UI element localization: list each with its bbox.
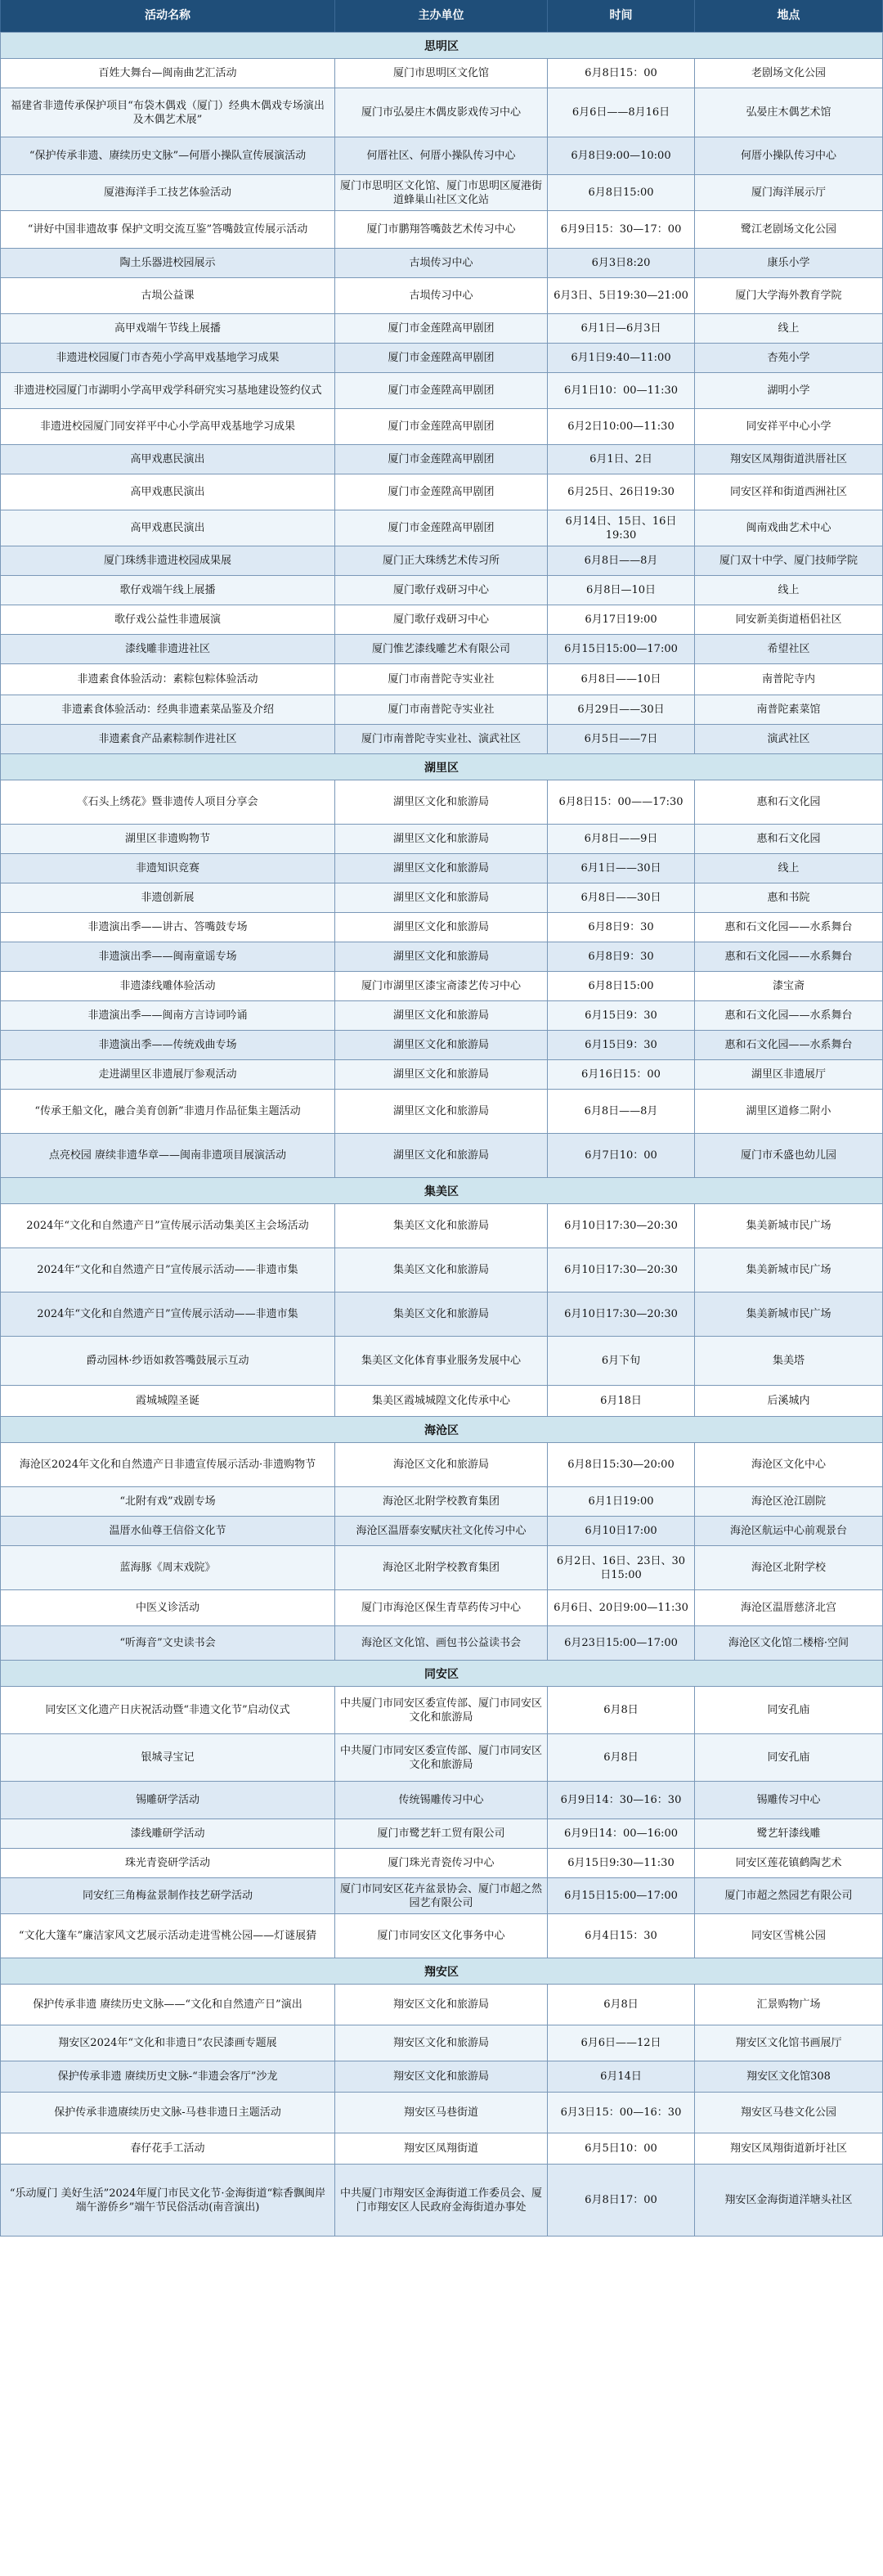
cell-activity: “文化大篷车”廉洁家风文艺展示活动走进雪桃公园——灯谜展猜 xyxy=(0,1914,335,1958)
cell-time: 6月10日17:30—20:30 xyxy=(548,1204,695,1248)
cell-time: 6月5日10：00 xyxy=(548,2133,695,2164)
cell-venue: 何厝小操队传习中心 xyxy=(695,137,883,174)
cell-venue: 湖里区非遗展厅 xyxy=(695,1060,883,1089)
cell-activity: 歌仔戏端午线上展播 xyxy=(0,576,335,605)
table-row xyxy=(0,59,883,88)
cell-activity: 高甲戏惠民演出 xyxy=(0,445,335,474)
cell-organizer: 集美区文化和旅游局 xyxy=(335,1292,548,1336)
cell-venue: 线上 xyxy=(695,314,883,343)
table-row xyxy=(0,780,883,825)
cell-activity: 2024年“文化和自然遗产日”宣传展示活动——非遗市集 xyxy=(0,1292,335,1336)
table-row xyxy=(0,1060,883,1090)
table-row xyxy=(0,1849,883,1878)
section-header: 海沧区 xyxy=(0,1417,883,1443)
cell-activity: 非遗素食体验活动：素粽包粽体验活动 xyxy=(0,664,335,695)
table-row xyxy=(0,1985,883,2025)
cell-venue: 集美塔 xyxy=(695,1337,883,1385)
cell-venue: 锡雕传习中心 xyxy=(695,1782,883,1818)
table-row xyxy=(0,1337,883,1386)
cell-time: 6月4日15：30 xyxy=(548,1914,695,1958)
cell-activity: 歌仔戏公益性非遗展演 xyxy=(0,605,335,634)
cell-organizer: 厦门市同安区花卉盆景协会、厦门市超之然园艺有限公司 xyxy=(335,1878,548,1913)
cell-time: 6月8日9：30 xyxy=(548,942,695,971)
table-row xyxy=(0,664,883,695)
cell-venue: 翔安区文化馆书画展厅 xyxy=(695,2025,883,2061)
header-activity: 活动名称 xyxy=(0,0,335,32)
cell-organizer: 湖里区文化和旅游局 xyxy=(335,1001,548,1030)
table-row xyxy=(0,1590,883,1626)
cell-venue: 海沧区温厝慈济北宫 xyxy=(695,1590,883,1625)
cell-venue: 鹭艺轩漆线雕 xyxy=(695,1819,883,1848)
cell-organizer: 湖里区文化和旅游局 xyxy=(335,854,548,883)
table-row xyxy=(0,1386,883,1417)
cell-time: 6月6日——12日 xyxy=(548,2025,695,2061)
table-row xyxy=(0,445,883,474)
cell-activity: 非遗进校园厦门同安祥平中心小学高甲戏基地学习成果 xyxy=(0,409,335,444)
cell-activity: 厦港海洋手工技艺体验活动 xyxy=(0,175,335,210)
table-row xyxy=(0,175,883,211)
cell-time: 6月3日8:20 xyxy=(548,249,695,277)
table-row xyxy=(0,249,883,278)
cell-time: 6月15日9：30 xyxy=(548,1031,695,1059)
cell-time: 6月10日17:00 xyxy=(548,1517,695,1545)
cell-venue: 后溪城内 xyxy=(695,1386,883,1416)
cell-organizer: 湖里区文化和旅游局 xyxy=(335,1090,548,1133)
table-row xyxy=(0,913,883,942)
cell-activity: 非遗漆线雕体验活动 xyxy=(0,972,335,1000)
table-row xyxy=(0,635,883,664)
table-header xyxy=(0,0,883,33)
cell-organizer: 厦门市鹏翔答嘴鼓艺术传习中心 xyxy=(335,211,548,248)
table-row xyxy=(0,1487,883,1517)
cell-time: 6月8日 xyxy=(548,1985,695,2025)
cell-venue: 湖里区道修二附小 xyxy=(695,1090,883,1133)
cell-time: 6月8日——9日 xyxy=(548,825,695,853)
table-row xyxy=(0,883,883,913)
cell-time: 6月8日15：00 xyxy=(548,59,695,88)
cell-activity: 非遗演出季——闽南童谣专场 xyxy=(0,942,335,971)
cell-organizer: 厦门惟艺漆线雕艺术有限公司 xyxy=(335,635,548,663)
table-row xyxy=(0,1001,883,1031)
cell-organizer: 何厝社区、何厝小操队传习中心 xyxy=(335,137,548,174)
cell-time: 6月6日——8月16日 xyxy=(548,88,695,137)
table-row xyxy=(0,373,883,409)
cell-organizer: 湖里区文化和旅游局 xyxy=(335,1031,548,1059)
cell-venue: 同安新美街道梧侣社区 xyxy=(695,605,883,634)
cell-time: 6月8日 xyxy=(548,1687,695,1733)
table-row xyxy=(0,1546,883,1590)
cell-venue: 同安孔庙 xyxy=(695,1687,883,1733)
cell-time: 6月8日——8月 xyxy=(548,1090,695,1133)
table-row xyxy=(0,344,883,373)
cell-organizer: 翔安区文化和旅游局 xyxy=(335,1985,548,2025)
cell-venue: 海沧区文化馆二楼榕·空间 xyxy=(695,1626,883,1660)
cell-activity: 湖里区非遗购物节 xyxy=(0,825,335,853)
table-row xyxy=(0,1782,883,1819)
cell-venue: 海沧区沧江剧院 xyxy=(695,1487,883,1516)
cell-time: 6月29日——30日 xyxy=(548,695,695,724)
table-row xyxy=(0,1204,883,1248)
cell-organizer: 厦门市金莲陞高甲剧团 xyxy=(335,474,548,510)
section-header: 翔安区 xyxy=(0,1958,883,1985)
cell-time: 6月8日 xyxy=(548,1734,695,1781)
cell-time: 6月9日14：00—16:00 xyxy=(548,1819,695,1848)
cell-venue: 惠和石文化园 xyxy=(695,780,883,824)
section-header: 思明区 xyxy=(0,33,883,59)
cell-time: 6月1日10：00—11:30 xyxy=(548,373,695,408)
cell-activity: 春仔花手工活动 xyxy=(0,2133,335,2164)
cell-time: 6月8日9：30 xyxy=(548,913,695,942)
table-row xyxy=(0,1914,883,1958)
section-header: 集美区 xyxy=(0,1178,883,1204)
table-row xyxy=(0,314,883,344)
table-row xyxy=(0,211,883,249)
cell-activity: 银城寻宝记 xyxy=(0,1734,335,1781)
cell-activity: 非遗素食产品素粽制作进社区 xyxy=(0,725,335,753)
cell-venue: 闽南戏曲艺术中心 xyxy=(695,510,883,546)
table-row xyxy=(0,854,883,883)
table-row xyxy=(0,2061,883,2093)
cell-time: 6月8日15:00 xyxy=(548,175,695,210)
cell-activity: 锡雕研学活动 xyxy=(0,1782,335,1818)
cell-organizer: 厦门市弘晏庄木偶皮影戏传习中心 xyxy=(335,88,548,137)
cell-organizer: 厦门歌仔戏研习中心 xyxy=(335,576,548,605)
cell-venue: 厦门大学海外教育学院 xyxy=(695,278,883,313)
table-row xyxy=(0,725,883,754)
cell-time: 6月9日15：30—17：00 xyxy=(548,211,695,248)
cell-time: 6月1日19:00 xyxy=(548,1487,695,1516)
cell-time: 6月1日9:40—11:00 xyxy=(548,344,695,372)
cell-organizer: 厦门珠光青瓷传习中心 xyxy=(335,1849,548,1877)
cell-activity: 2024年“文化和自然遗产日”宣传展示活动集美区主会场活动 xyxy=(0,1204,335,1248)
table-row xyxy=(0,1443,883,1487)
cell-activity: 同安红三角梅盆景制作技艺研学活动 xyxy=(0,1878,335,1913)
cell-activity: 漆线雕非遗进社区 xyxy=(0,635,335,663)
table-row xyxy=(0,2093,883,2133)
cell-organizer: 厦门市南普陀寺实业社 xyxy=(335,695,548,724)
cell-venue: 线上 xyxy=(695,854,883,883)
cell-organizer: 厦门市金莲陞高甲剧团 xyxy=(335,373,548,408)
table-row xyxy=(0,2025,883,2061)
cell-time: 6月16日15：00 xyxy=(548,1060,695,1089)
table-row xyxy=(0,972,883,1001)
cell-venue: 翔安区金海街道洋塘头社区 xyxy=(695,2165,883,2236)
table-row xyxy=(0,576,883,605)
cell-time: 6月25日、26日19:30 xyxy=(548,474,695,510)
cell-organizer: 海沧区文化馆、画包书公益读书会 xyxy=(335,1626,548,1660)
table-row xyxy=(0,278,883,314)
cell-organizer: 厦门市金莲陞高甲剧团 xyxy=(335,510,548,546)
cell-time: 6月6日、20日9:00—11:30 xyxy=(548,1590,695,1625)
cell-activity: 高甲戏惠民演出 xyxy=(0,510,335,546)
cell-venue: 惠和书院 xyxy=(695,883,883,912)
cell-venue: 同安孔庙 xyxy=(695,1734,883,1781)
cell-venue: 希望社区 xyxy=(695,635,883,663)
cell-activity: 珠光青瓷研学活动 xyxy=(0,1849,335,1877)
cell-time: 6月1日——30日 xyxy=(548,854,695,883)
cell-activity: 保护传承非遗 赓续历史文脉-“非遗会客厅”沙龙 xyxy=(0,2061,335,2092)
cell-activity: 非遗进校园厦门市杏苑小学高甲戏基地学习成果 xyxy=(0,344,335,372)
table-row xyxy=(0,409,883,445)
cell-venue: 漆宝斋 xyxy=(695,972,883,1000)
table-row xyxy=(0,1248,883,1292)
cell-organizer: 厦门市思明区文化馆 xyxy=(335,59,548,88)
cell-organizer: 翔安区文化和旅游局 xyxy=(335,2061,548,2092)
cell-activity: 走进湖里区非遗展厅参观活动 xyxy=(0,1060,335,1089)
cell-activity: 非遗进校园厦门市湖明小学高甲戏学科研究实习基地建设签约仪式 xyxy=(0,373,335,408)
cell-venue: 翔安区凤翔街道洪厝社区 xyxy=(695,445,883,474)
cell-organizer: 厦门市海沧区保生青草药传习中心 xyxy=(335,1590,548,1625)
cell-venue: 南普陀寺内 xyxy=(695,664,883,695)
cell-organizer: 翔安区文化和旅游局 xyxy=(335,2025,548,2061)
table-row xyxy=(0,2165,883,2237)
cell-time: 6月14日、15日、16日19:30 xyxy=(548,510,695,546)
table-row xyxy=(0,474,883,510)
table-row xyxy=(0,1090,883,1134)
cell-time: 6月15日9：30 xyxy=(548,1001,695,1030)
cell-activity: 非遗创新展 xyxy=(0,883,335,912)
cell-activity: 《石头上绣花》暨非遗传人项目分享会 xyxy=(0,780,335,824)
cell-venue: 惠和石文化园——水系舞台 xyxy=(695,1001,883,1030)
table-row xyxy=(0,1517,883,1546)
cell-organizer: 翔安区马巷街道 xyxy=(335,2093,548,2133)
cell-time: 6月10日17:30—20:30 xyxy=(548,1292,695,1336)
cell-time: 6月8日——8月 xyxy=(548,546,695,575)
cell-time: 6月8日15:30—20:00 xyxy=(548,1443,695,1486)
cell-organizer: 湖里区文化和旅游局 xyxy=(335,780,548,824)
cell-activity: “保护传承非遗、赓续历史文脉”—何厝小操队宣传展演活动 xyxy=(0,137,335,174)
table-row xyxy=(0,546,883,576)
cell-activity: 漆线雕研学活动 xyxy=(0,1819,335,1848)
cell-activity: 同安区文化遗产日庆祝活动暨“非遗文化节”启动仪式 xyxy=(0,1687,335,1733)
cell-time: 6月14日 xyxy=(548,2061,695,2092)
cell-activity: 蓝海豚《周末戏院》 xyxy=(0,1546,335,1589)
table-row xyxy=(0,1626,883,1661)
table-row xyxy=(0,88,883,137)
cell-organizer: 厦门市同安区文化事务中心 xyxy=(335,1914,548,1958)
cell-time: 6月8日9:00—10:00 xyxy=(548,137,695,174)
cell-venue: 翔安区文化馆308 xyxy=(695,2061,883,2092)
cell-activity: “北附有戏”戏剧专场 xyxy=(0,1487,335,1516)
cell-time: 6月23日15:00—17:00 xyxy=(548,1626,695,1660)
cell-time: 6月8日15:00 xyxy=(548,972,695,1000)
cell-venue: 厦门市禾盛也幼儿园 xyxy=(695,1134,883,1177)
section-header: 同安区 xyxy=(0,1661,883,1687)
cell-organizer: 厦门正大珠绣艺术传习所 xyxy=(335,546,548,575)
cell-activity: “听海音”文史读书会 xyxy=(0,1626,335,1660)
cell-activity: 高甲戏端午节线上展播 xyxy=(0,314,335,343)
cell-venue: 海沧区航运中心前观景台 xyxy=(695,1517,883,1545)
cell-time: 6月15日15:00—17:00 xyxy=(548,1878,695,1913)
table-row xyxy=(0,1687,883,1734)
table-row xyxy=(0,825,883,854)
cell-venue: 厦门市超之然园艺有限公司 xyxy=(695,1878,883,1913)
cell-time: 6月8日—10日 xyxy=(548,576,695,605)
cell-organizer: 湖里区文化和旅游局 xyxy=(335,825,548,853)
cell-activity: 福建省非遗传承保护项目“布袋木偶戏（厦门）经典木偶戏专场演出及木偶艺术展” xyxy=(0,88,335,137)
cell-venue: 杏苑小学 xyxy=(695,344,883,372)
cell-venue: 厦门双十中学、厦门技师学院 xyxy=(695,546,883,575)
cell-venue: 南普陀素菜馆 xyxy=(695,695,883,724)
cell-time: 6月15日9:30—11:30 xyxy=(548,1849,695,1877)
cell-activity: 2024年“文化和自然遗产日”宣传展示活动——非遗市集 xyxy=(0,1248,335,1292)
cell-venue: 康乐小学 xyxy=(695,249,883,277)
cell-activity: 百姓大舞台—闽南曲艺汇活动 xyxy=(0,59,335,88)
cell-venue: 线上 xyxy=(695,576,883,605)
cell-time: 6月18日 xyxy=(548,1386,695,1416)
cell-organizer: 厦门市思明区文化馆、厦门市思明区厦港街道蜂巢山社区文化站 xyxy=(335,175,548,210)
cell-activity: 海沧区2024年文化和自然遗产日非遗宣传展示活动·非遗购物节 xyxy=(0,1443,335,1486)
cell-organizer: 古埙传习中心 xyxy=(335,278,548,313)
table-row xyxy=(0,510,883,546)
cell-venue: 演武社区 xyxy=(695,725,883,753)
cell-time: 6月8日——30日 xyxy=(548,883,695,912)
table-body xyxy=(0,33,883,2237)
cell-organizer: 湖里区文化和旅游局 xyxy=(335,1060,548,1089)
cell-activity: “传承王船文化，融合美育创新”非遗月作品征集主题活动 xyxy=(0,1090,335,1133)
cell-venue: 集美新城市民广场 xyxy=(695,1292,883,1336)
cell-time: 6月8日15：00——17:30 xyxy=(548,780,695,824)
cell-venue: 海沧区文化中心 xyxy=(695,1443,883,1486)
cell-venue: 同安区祥和街道西洲社区 xyxy=(695,474,883,510)
table-row xyxy=(0,942,883,972)
cell-activity: 非遗知识竞赛 xyxy=(0,854,335,883)
cell-activity: 翔安区2024年“文化和非遗日”农民漆画专题展 xyxy=(0,2025,335,2061)
table-row xyxy=(0,605,883,635)
cell-organizer: 厦门市南普陀寺实业社 xyxy=(335,664,548,695)
cell-venue: 同安区莲花镇鹤陶艺术 xyxy=(695,1849,883,1877)
cell-venue: 惠和石文化园——水系舞台 xyxy=(695,913,883,942)
cell-organizer: 湖里区文化和旅游局 xyxy=(335,1134,548,1177)
cell-venue: 同安祥平中心小学 xyxy=(695,409,883,444)
table-row xyxy=(0,1292,883,1337)
table-row xyxy=(0,2133,883,2165)
cell-organizer: 厦门市金莲陞高甲剧团 xyxy=(335,445,548,474)
cell-venue: 厦门海洋展示厅 xyxy=(695,175,883,210)
cell-time: 6月2日10:00—11:30 xyxy=(548,409,695,444)
cell-organizer: 海沧区北附学校教育集团 xyxy=(335,1487,548,1516)
cell-time: 6月下旬 xyxy=(548,1337,695,1385)
cell-time: 6月7日10：00 xyxy=(548,1134,695,1177)
table-row xyxy=(0,1734,883,1782)
table-row xyxy=(0,1819,883,1849)
cell-organizer: 翔安区凤翔街道 xyxy=(335,2133,548,2164)
cell-organizer: 厦门市金莲陞高甲剧团 xyxy=(335,314,548,343)
cell-organizer: 海沧区文化和旅游局 xyxy=(335,1443,548,1486)
table-row xyxy=(0,695,883,725)
cell-time: 6月8日——10日 xyxy=(548,664,695,695)
section-header: 湖里区 xyxy=(0,754,883,780)
cell-organizer: 海沧区温厝泰安赋庆社文化传习中心 xyxy=(335,1517,548,1545)
cell-organizer: 传统锡雕传习中心 xyxy=(335,1782,548,1818)
cell-organizer: 湖里区文化和旅游局 xyxy=(335,942,548,971)
cell-venue: 同安区雪桃公园 xyxy=(695,1914,883,1958)
cell-organizer: 集美区文化和旅游局 xyxy=(335,1248,548,1292)
table-row xyxy=(0,1031,883,1060)
cell-venue: 翔安区凤翔街道新圩社区 xyxy=(695,2133,883,2164)
cell-time: 6月10日17:30—20:30 xyxy=(548,1248,695,1292)
cell-organizer: 厦门市金莲陞高甲剧团 xyxy=(335,344,548,372)
cell-activity: 中医义诊活动 xyxy=(0,1590,335,1625)
cell-venue: 汇景购物广场 xyxy=(695,1985,883,2025)
cell-activity: “乐动厦门 美好生活”2024年厦门市民文化节·金海街道“粽香飘闽岸 端午游侨乡”端午节民俗活动(南音演出) xyxy=(0,2165,335,2236)
cell-activity: 点亮校园 赓续非遗华章——闽南非遗项目展演活动 xyxy=(0,1134,335,1177)
cell-venue: 海沧区北附学校 xyxy=(695,1546,883,1589)
cell-time: 6月9日14：30—16：30 xyxy=(548,1782,695,1818)
cell-organizer: 中共厦门市同安区委宣传部、厦门市同安区文化和旅游局 xyxy=(335,1687,548,1733)
cell-time: 6月1日、2日 xyxy=(548,445,695,474)
cell-time: 6月15日15:00—17:00 xyxy=(548,635,695,663)
cell-organizer: 集美区文化和旅游局 xyxy=(335,1204,548,1248)
cell-organizer: 集美区霞城城隍文化传承中心 xyxy=(335,1386,548,1416)
cell-venue: 集美新城市民广场 xyxy=(695,1204,883,1248)
cell-activity: 保护传承非遗 赓续历史文脉——“文化和自然遗产日”演出 xyxy=(0,1985,335,2025)
cell-organizer: 厦门市金莲陞高甲剧团 xyxy=(335,409,548,444)
cell-time: 6月1日—6月3日 xyxy=(548,314,695,343)
cell-activity: 陶土乐器进校园展示 xyxy=(0,249,335,277)
cell-venue: 惠和石文化园——水系舞台 xyxy=(695,942,883,971)
cell-organizer: 厦门市湖里区漆宝斋漆艺传习中心 xyxy=(335,972,548,1000)
cell-venue: 老剧场文化公园 xyxy=(695,59,883,88)
cell-time: 6月5日——7日 xyxy=(548,725,695,753)
cell-organizer: 中共厦门市翔安区金海街道工作委员会、厦门市翔安区人民政府金海街道办事处 xyxy=(335,2165,548,2236)
cell-organizer: 古埙传习中心 xyxy=(335,249,548,277)
cell-venue: 翔安区马巷文化公园 xyxy=(695,2093,883,2133)
cell-organizer: 中共厦门市同安区委宣传部、厦门市同安区文化和旅游局 xyxy=(335,1734,548,1781)
cell-organizer: 湖里区文化和旅游局 xyxy=(335,883,548,912)
cell-venue: 惠和石文化园 xyxy=(695,825,883,853)
cell-activity: 高甲戏惠民演出 xyxy=(0,474,335,510)
cell-organizer: 厦门市鹭艺轩工贸有限公司 xyxy=(335,1819,548,1848)
cell-venue: 湖明小学 xyxy=(695,373,883,408)
header-organizer: 主办单位 xyxy=(335,0,548,32)
cell-time: 6月3日、5日19:30—21:00 xyxy=(548,278,695,313)
cell-time: 6月17日19:00 xyxy=(548,605,695,634)
cell-time: 6月8日17：00 xyxy=(548,2165,695,2236)
header-venue: 地点 xyxy=(695,0,883,32)
cell-activity: 非遗演出季——闽南方言诗词吟诵 xyxy=(0,1001,335,1030)
cell-activity: 非遗演出季——讲古、答嘴鼓专场 xyxy=(0,913,335,942)
cell-activity: 保护传承非遗赓续历史文脉-马巷非遗日主题活动 xyxy=(0,2093,335,2133)
cell-activity: 爵动园林·纱语如救答嘴鼓展示互动 xyxy=(0,1337,335,1385)
cell-activity: 温厝水仙尊王信俗文化节 xyxy=(0,1517,335,1545)
table-row xyxy=(0,1134,883,1178)
cell-activity: 古埙公益课 xyxy=(0,278,335,313)
cell-organizer: 厦门市南普陀寺实业社、演武社区 xyxy=(335,725,548,753)
cell-activity: “讲好中国非遗故事 保护文明交流互鉴”答嘴鼓宣传展示活动 xyxy=(0,211,335,248)
table-row xyxy=(0,137,883,175)
header-time: 时间 xyxy=(548,0,695,32)
cell-organizer: 集美区文化体育事业服务发展中心 xyxy=(335,1337,548,1385)
cell-activity: 厦门珠绣非遗进校园成果展 xyxy=(0,546,335,575)
cell-venue: 鹭江老剧场文化公园 xyxy=(695,211,883,248)
cell-activity: 非遗素食体验活动：经典非遗素菜品鉴及介绍 xyxy=(0,695,335,724)
cell-activity: 非遗演出季——传统戏曲专场 xyxy=(0,1031,335,1059)
cell-venue: 弘晏庄木偶艺术馆 xyxy=(695,88,883,137)
cell-venue: 集美新城市民广场 xyxy=(695,1248,883,1292)
cell-organizer: 厦门歌仔戏研习中心 xyxy=(335,605,548,634)
cell-time: 6月3日15：00—16：30 xyxy=(548,2093,695,2133)
cell-time: 6月2日、16日、23日、30日15:00 xyxy=(548,1546,695,1589)
table-row xyxy=(0,1878,883,1914)
cell-organizer: 湖里区文化和旅游局 xyxy=(335,913,548,942)
cell-venue: 惠和石文化园——水系舞台 xyxy=(695,1031,883,1059)
cell-organizer: 海沧区北附学校教育集团 xyxy=(335,1546,548,1589)
cell-activity: 霞城城隍圣诞 xyxy=(0,1386,335,1416)
